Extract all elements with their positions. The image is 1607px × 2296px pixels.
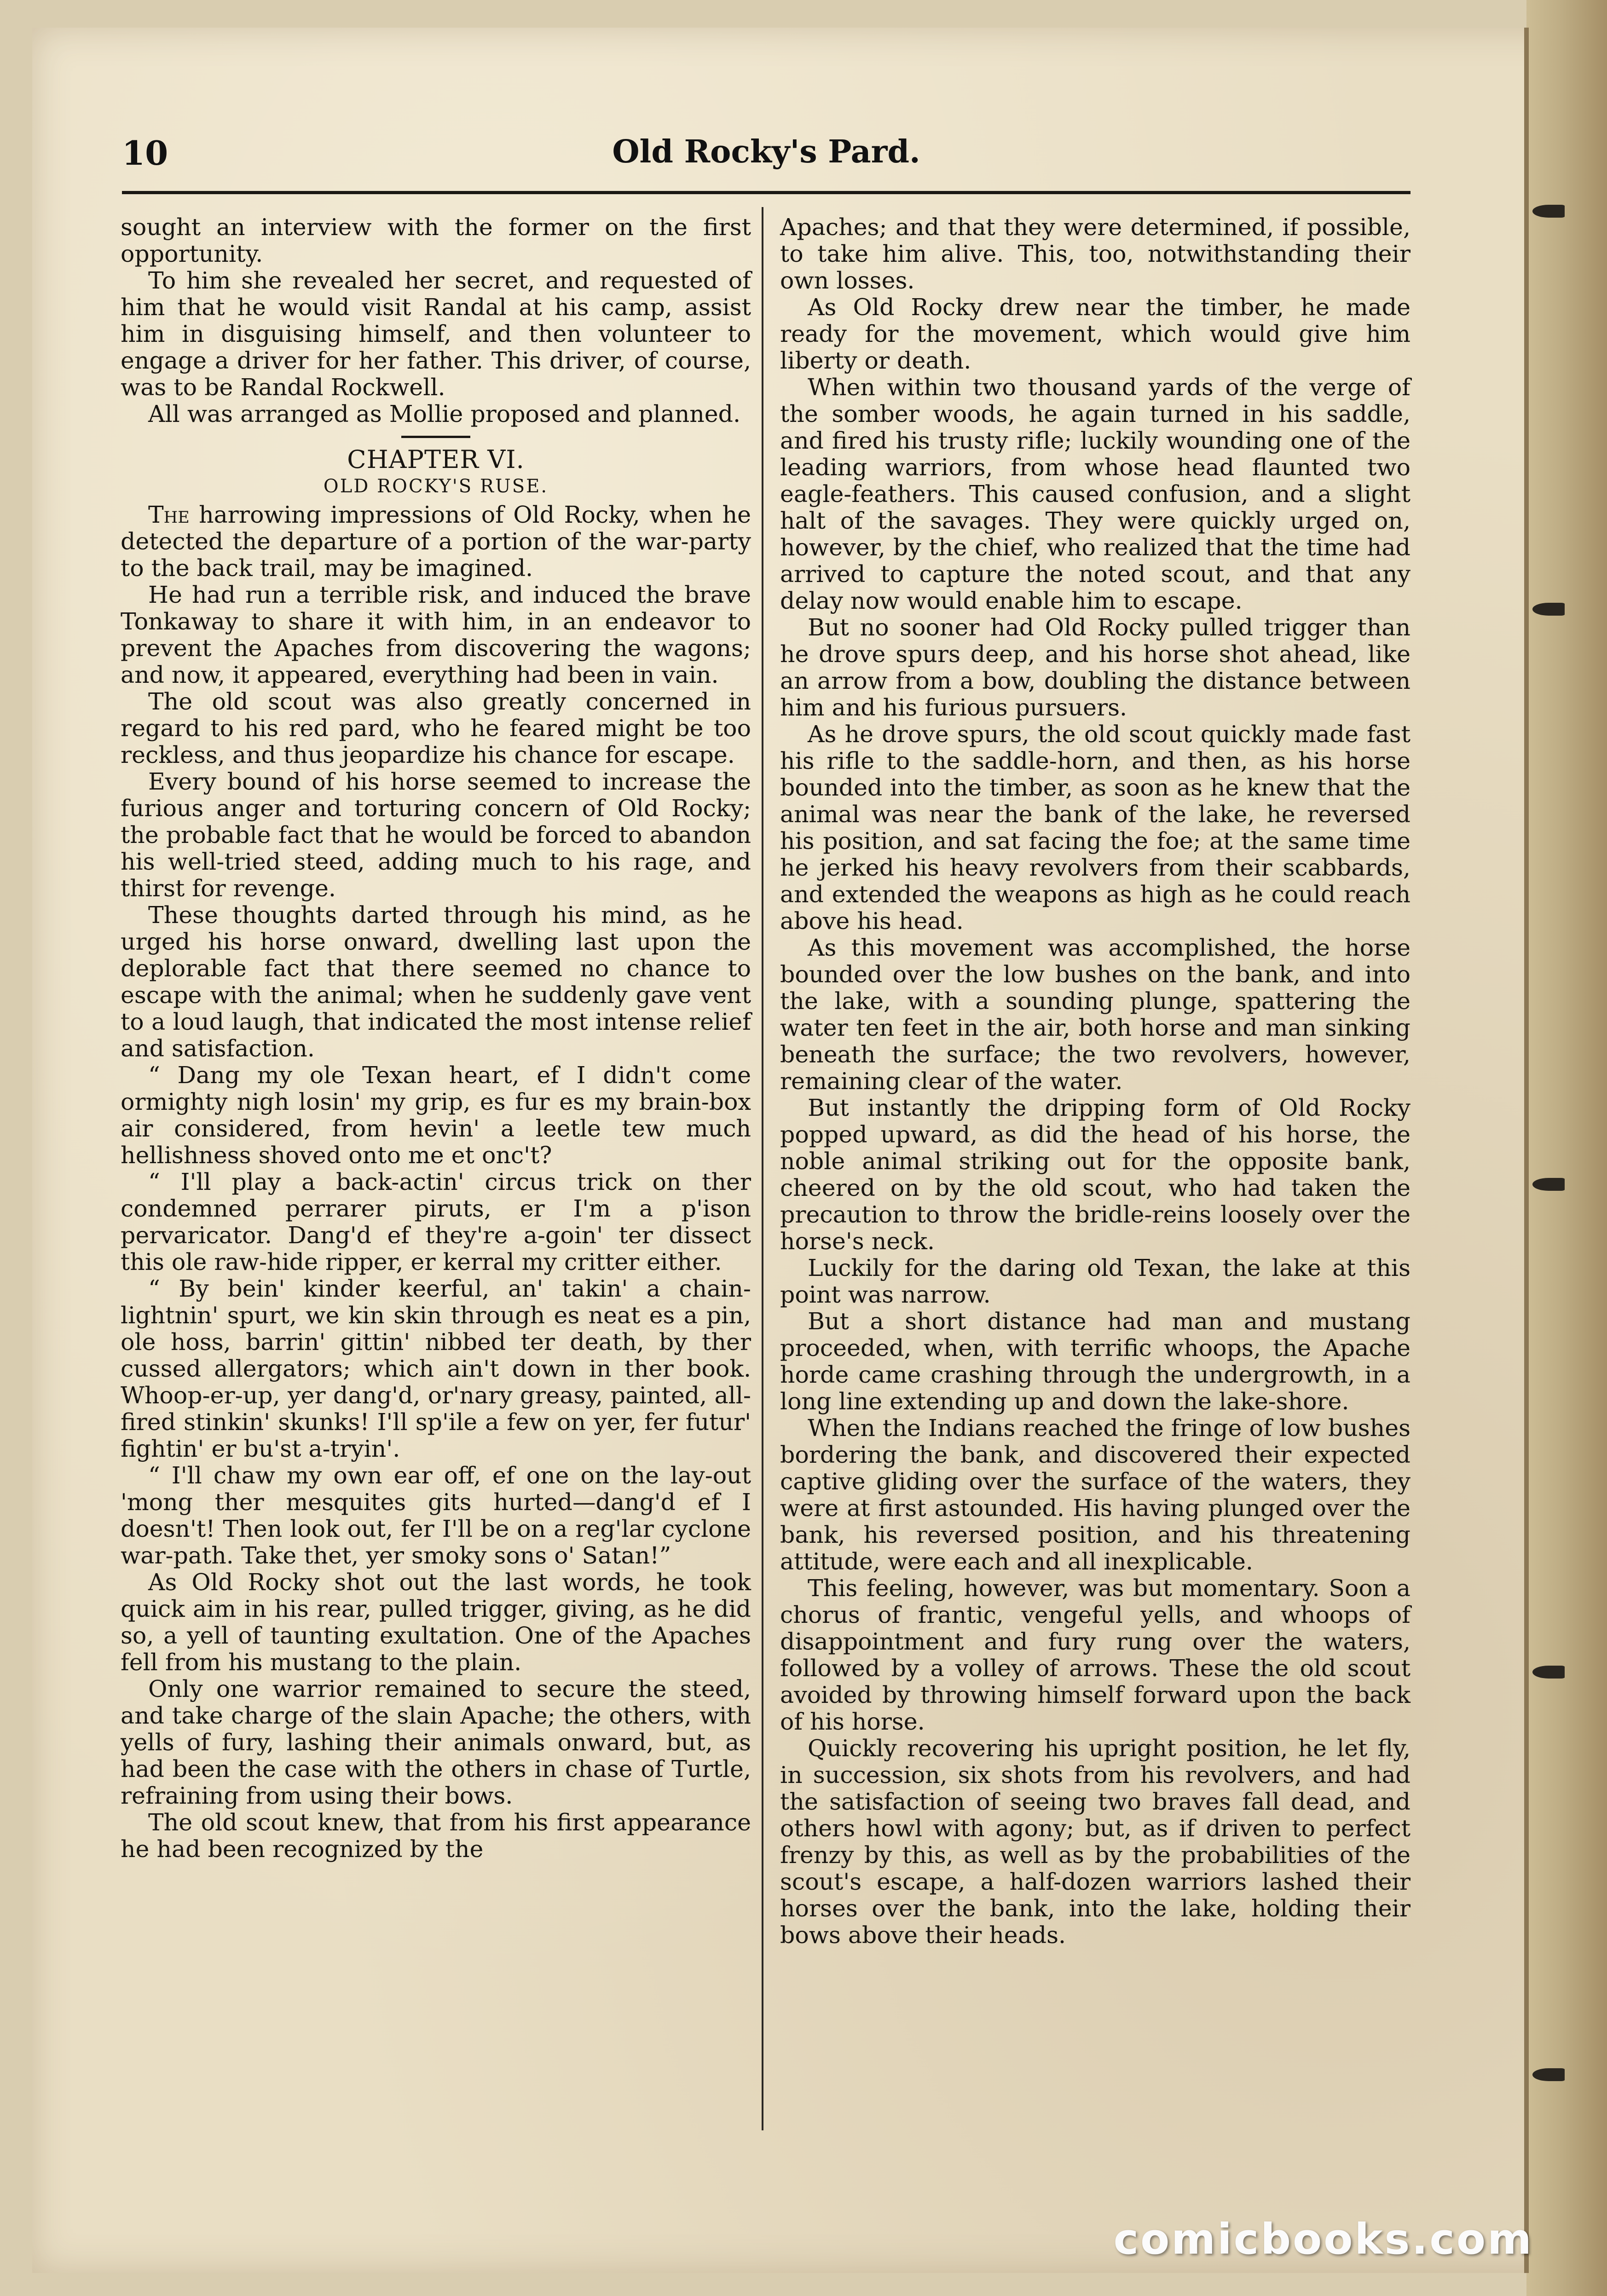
paragraph: This feeling, however, was but momentary. Soon a chorus of frantic, vengeful yells, and whoops of disappointment and fury rung over the waters, followed by a volley of arrows. These the old scout avoided by throwing himself forward upon the back of his horse.	[780, 1575, 1410, 1735]
paragraph: “ I'll play a back-actin' circus trick on ther condemned perrarer piruts, er I'm a p'ison pervaricator. Dang'd ef they're a-goin' ter dissect this ole raw-hide ripper, er kerral my critter either.	[121, 1168, 751, 1275]
staple-icon	[1532, 603, 1565, 616]
paragraph: As this movement was accomplished, the horse bounded over the low bushes on the bank, and into the lake, with a sounding plunge, spattering the water ten feet in the air, both horse and man sinking beneath the surface; the two revolvers, however, remaining clear of the water.	[780, 934, 1410, 1095]
paragraph: Luckily for the daring old Texan, the lake at this point was narrow.	[780, 1254, 1410, 1308]
watermark: comicbooks.com	[1113, 2215, 1533, 2264]
page-number: 10	[122, 133, 168, 173]
paragraph: But no sooner had Old Rocky pulled trigger than he drove spurs deep, and his horse shot ahead, like an arrow from a bow, doubling the distance between him and his furious pursuers.	[780, 614, 1410, 721]
header-rule	[122, 191, 1410, 194]
paragraph	[121, 502, 751, 582]
paragraph: As Old Rocky drew near the timber, he made ready for the movement, which would give him liberty or death.	[780, 294, 1410, 374]
paragraph: But a short distance had man and mustang proceeded, when, with terrific whoops, the Apache horde came crashing through the undergrowth, in a long line extending up and down the lake-shore.	[780, 1308, 1410, 1415]
paragraph: These thoughts darted through his mind, as he urged his horse onward, dwelling last upon the deplorable fact that there seemed no chance to escape with the animal; when he suddenly gave vent to a loud laugh, that indicated the most intense relief and satisfaction.	[121, 901, 751, 1062]
paragraph-text: harrowing impressions of Old Rocky, when he detected the departure of a portion of the war-party to the back trail, may be imagined.	[121, 501, 751, 582]
paragraph: To him she revealed her secret, and requested of him that he would visit Randal at his camp, assist him in disguising himself, and then volunteer to engage a driver for her father. This driver, of course, was to be Randal Rockwell.	[121, 267, 751, 401]
right-column	[780, 214, 1410, 1949]
paragraph: The old scout was also greatly concerned in regard to his red pard, who he feared might be too reckless, and thus jeopardize his chance for escape.	[121, 688, 751, 768]
chapter-subtitle: OLD ROCKY'S RUSE.	[323, 476, 549, 497]
paragraph: Apaches; and that they were determined, if possible, to take him alive. This, too, notwithstanding their own losses.	[780, 213, 1410, 294]
paragraph: He had run a terrible risk, and induced the brave Tonkaway to share it with him, in an endeavor to prevent the Apaches from discovering the wagons; and now, it appeared, everything had been in vain.	[121, 581, 751, 688]
paragraph: When the Indians reached the fringe of low bushes bordering the bank, and discovered their expected captive gliding over the surface of the waters, they were at first astounded. His having plunged over the bank, his reversed position, and his threatening attitude, were each and all inexplicable.	[780, 1414, 1410, 1575]
paragraph: When within two thousand yards of the verge of the somber woods, he again turned in his saddle, and fired his trusty rifle; luckily wounding one of the leading warriors, from whose head flaunted two eagle-feathers. This caused confusion, and a slight halt of the savages. They were quickly urged on, however, by the chief, who realized that the time had arrived to capture the noted scout, and that any delay now would enable him to escape.	[780, 374, 1410, 614]
paragraph: Every bound of his horse seemed to increase the furious anger and torturing concern of Old Rocky; the probable fact that he would be forced to abandon his well-tried steed, adding much to his rage, and thirst for revenge.	[121, 768, 751, 902]
staple-icon	[1532, 1666, 1565, 1679]
paragraph: As he drove spurs, the old scout quickly made fast his rifle to the saddle-horn, and then, as his horse bounded into the timber, as soon as he knew that the animal was near the bank of the lake, he reversed his position, and sat facing the foe; at the same time he jerked his heavy revolvers from their scabbards, and extended the weapons as high as he could reach above his head.	[780, 721, 1410, 935]
binding-edge	[1524, 28, 1529, 2273]
drop-lead: The	[148, 501, 190, 528]
paragraph: Quickly recovering his upright position, he let fly, in succession, six shots from his revolvers, and had the satisfaction of seeing two braves fall dead, and others howl with agony; but, as if driven to perfect frenzy by this, as well as by the probabilities of the scout's escape, a half-dozen warriors lashed their horses over the bank, into the lake, holding their bows above their heads.	[780, 1735, 1410, 1949]
section-rule	[401, 436, 470, 438]
column-divider	[762, 207, 763, 2130]
page-header	[122, 133, 1410, 184]
staple-icon	[1532, 205, 1565, 218]
paragraph: sought an interview with the former on the first opportunity.	[121, 213, 751, 267]
chapter-title: CHAPTER VI.	[347, 445, 525, 474]
page-edge	[1526, 0, 1607, 2296]
running-title: Old Rocky's Pard.	[612, 133, 920, 170]
paragraph: “ Dang my ole Texan heart, ef I didn't come ormighty nigh losin' my grip, es fur es my brain-box air considered, from hevin' a leetle tew much hellishness shoved onto me et onc't?	[121, 1061, 751, 1169]
paragraph: Only one warrior remained to secure the steed, and take charge of the slain Apache; the others, with yells of fury, lashing their animals onward, but, as had been the case with the others in chase of Turtle, refraining from using their bows.	[121, 1675, 751, 1809]
paragraph: All was arranged as Mollie proposed and planned.	[148, 400, 741, 427]
paragraph: “ By bein' kinder keerful, an' takin' a chain-lightnin' spurt, we kin skin through es neat es a pin, ole hoss, barrin' gittin' nibbed ter death, by ther cussed allergators; which ain't down in ther book. Whoop-er-up, yer dang'd, or'nary greasy, painted, all-fired stinkin' skunks! I'll sp'ile a few on yer, fer futur' fightin' er bu'st a-tryin'.	[121, 1275, 751, 1462]
paragraph: The old scout knew, that from his first appearance he had been recognized by the	[121, 1809, 751, 1863]
staple-icon	[1532, 1178, 1565, 1191]
paragraph: “ I'll chaw my own ear off, ef one on the lay-out 'mong ther mesquites gits hurted—dang'd ef I doesn't! Then look out, fer I'll be on a reg'lar cyclone war-path. Take thet, yer smoky sons o' Satan!”	[121, 1462, 751, 1569]
paragraph: As Old Rocky shot out the last words, he took quick aim in his rear, pulled trigger, giving, as he did so, a yell of taunting exultation. One of the Apaches fell from his mustang to the plain.	[121, 1569, 751, 1676]
staple-icon	[1532, 2068, 1565, 2081]
paragraph: But instantly the dripping form of Old Rocky popped upward, as did the head of his horse, the noble animal striking out for the opposite bank, cheered on by the old scout, who had taken the precaution to throw the bridle-reins loosely over the horse's neck.	[780, 1094, 1410, 1255]
left-column	[121, 214, 751, 1863]
